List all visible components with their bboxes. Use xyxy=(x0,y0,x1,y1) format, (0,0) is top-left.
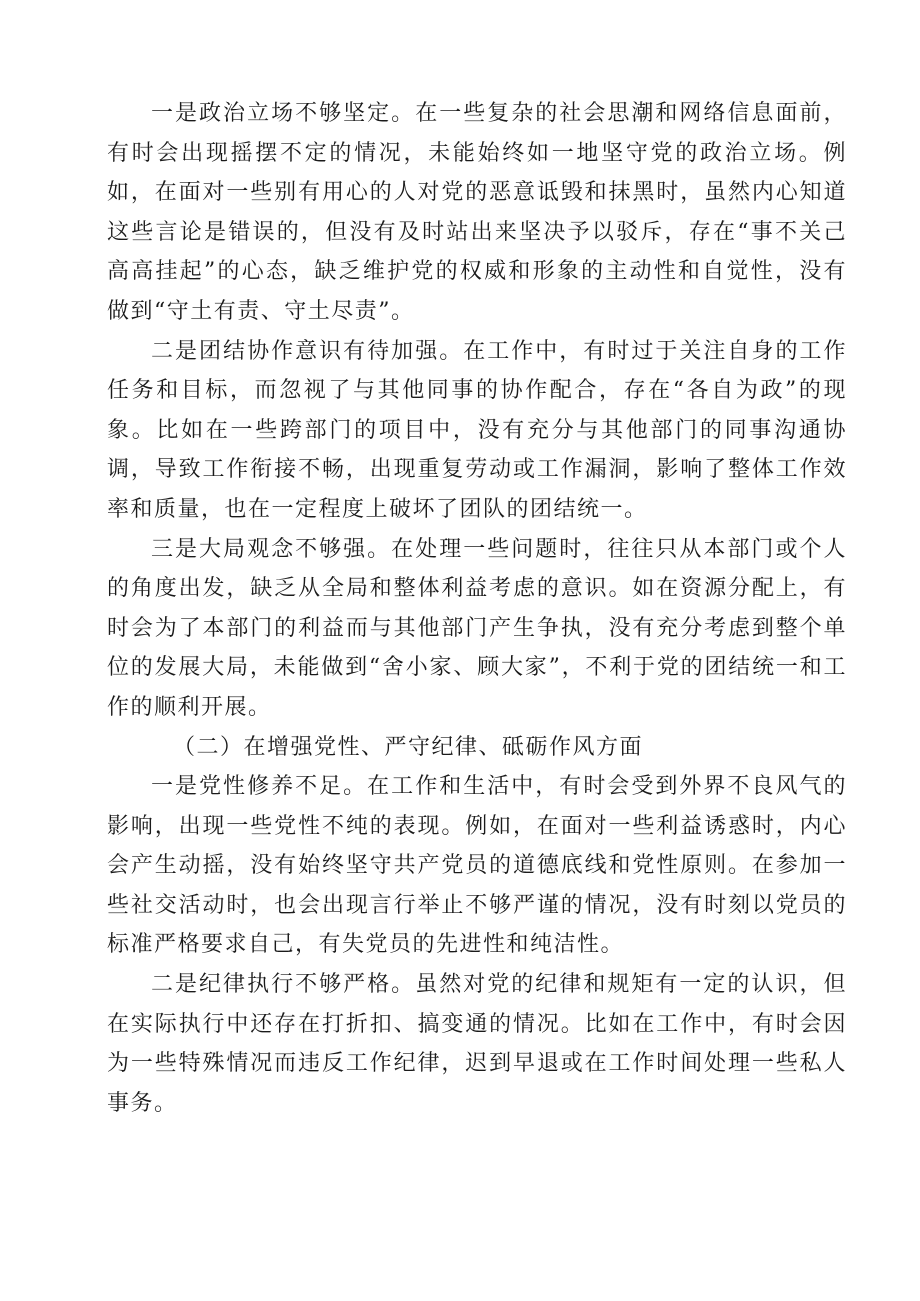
paragraph-big-picture: 三是大局观念不够强。在处理一些问题时，往往只从本部门或个人的角度出发，缺乏从全局和整体利益考虑的意识。如在资源分配上，有时会为了本部门的利益而与其他部门产生争执，没有充分考虑到整个单位的发展大局，未能做到“舍小家、顾大家”，不利于党的团结统一和工作的顺利开展。 xyxy=(107,536,847,720)
document-body xyxy=(107,94,847,1123)
section-heading: （二）在增强党性、严守纪律、砥砺作风方面 xyxy=(173,734,644,760)
paragraph-party-spirit: 一是党性修养不足。在工作和生活中，有时会受到外界不良风气的影响，出现一些党性不纯的表现。例如，在面对一些利益诱惑时，内心会产生动摇，没有始终坚守共产党员的道德底线和党性原则。在参加一些社交活动时，也会出现言行举止不够严谨的情况，没有时刻以党员的标准严格要求自己，有失党员的先进性和纯洁性。 xyxy=(107,774,847,958)
paragraph-teamwork: 二是团结协作意识有待加强。在工作中，有时过于关注自身的工作任务和目标，而忽视了与其他同事的协作配合，存在“各自为政”的现象。比如在一些跨部门的项目中，没有充分与其他部门的同事沟通协调，导致工作衔接不畅，出现重复劳动或工作漏洞，影响了整体工作效率和质量，也在一定程度上破坏了团队的团结统一。 xyxy=(107,338,847,522)
paragraph-discipline: 二是纪律执行不够严格。虽然对党的纪律和规矩有一定的认识，但在实际执行中还存在打折扣、搞变通的情况。比如在工作中，有时会因为一些特殊情况而违反工作纪律，迟到早退或在工作时间处理一些私人事务。 xyxy=(107,972,847,1116)
paragraph-political-stance: 一是政治立场不够坚定。在一些复杂的社会思潮和网络信息面前，有时会出现摇摆不定的情况，未能始终如一地坚守党的政治立场。例如，在面对一些别有用心的人对党的恶意诋毁和抹黑时，虽然内心知道这些言论是错误的，但没有及时站出来坚决予以驳斥，存在“事不关己高高挂起”的心态，缺乏维护党的权威和形象的主动性和自觉性，没有做到“守土有责、守土尽责”。 xyxy=(107,101,847,324)
